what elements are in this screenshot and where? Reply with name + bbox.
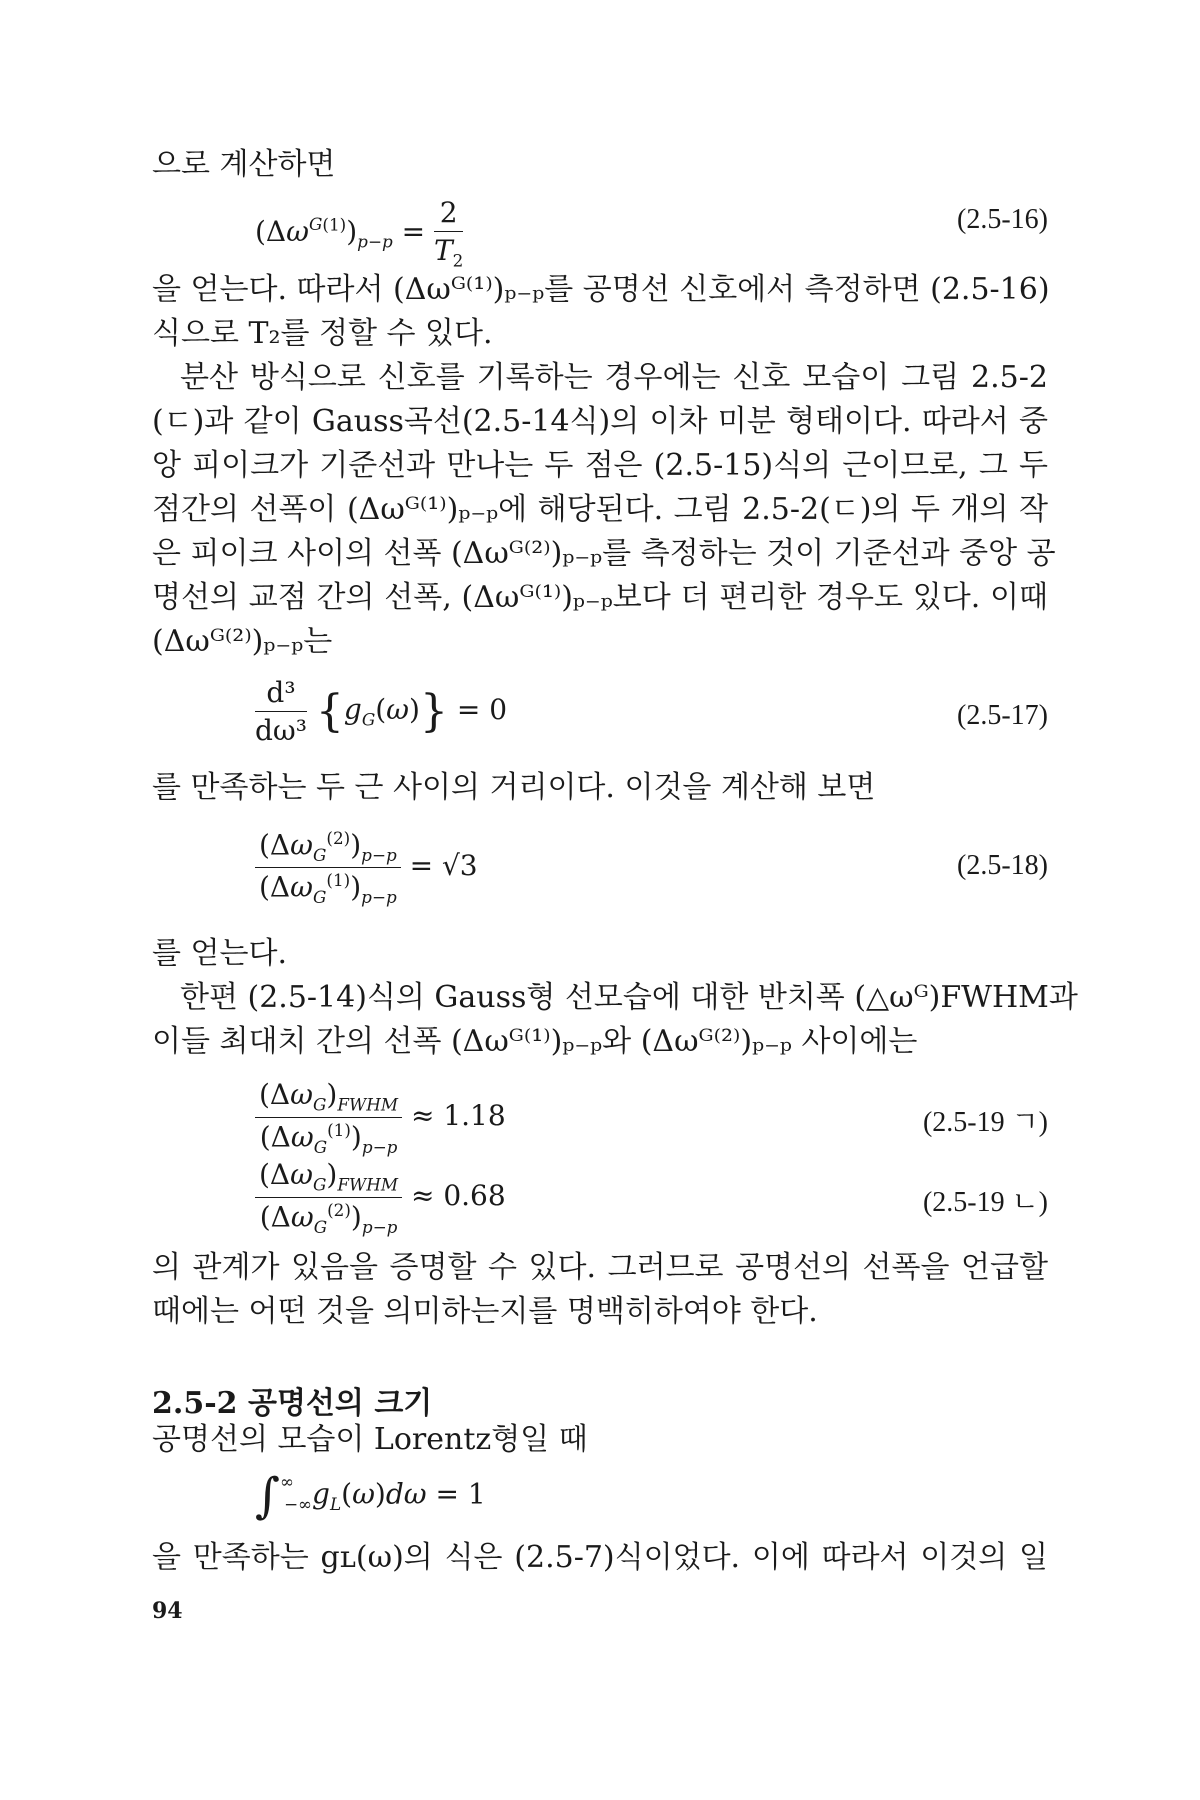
text-line: 앙 피이크가 기준선과 만나는 두 점은 (2.5-15)식의 근이므로, 그 두 (152, 448, 1048, 483)
fraction (434, 196, 463, 271)
text-line: 을 만족하는 gʟ(ω)의 식은 (2.5-7)식이었다. 이에 따라서 이것의 일 (152, 1540, 1048, 1575)
fraction (255, 1078, 402, 1157)
equation-rhs: ≈ 0.68 (410, 1178, 506, 1212)
equation-integral: $\int^\infty_{-\infty}g_L(\omega)d\omega = 1$ (255, 1468, 486, 1524)
fraction (255, 1158, 402, 1237)
equation-2-5-18 (255, 828, 478, 907)
page-number: 94 (152, 1598, 183, 1624)
section-heading: 2.5-2 공명선의 크기 (152, 1386, 433, 1421)
text-line: 한편 (2.5-14)식의 Gauss형 선모습에 대한 반치폭 (△ωᴳ)FWHM과 (180, 980, 1078, 1015)
equation-number: (2.5-17) (957, 700, 1048, 731)
equation-rhs: = 1 (435, 1477, 486, 1511)
equation-number: (2.5-18) (957, 850, 1048, 881)
numerator: $(\Delta\omega_G^{(2)})_{p-p}$ (255, 828, 401, 868)
equation-rhs: = √3 (409, 848, 478, 882)
text-line: 을 얻는다. 따라서 (Δωᴳ⁽¹⁾)ₚ₋ₚ를 공명선 신호에서 측정하면 (2.5-16) (152, 272, 1050, 307)
equation-number: (2.5-19 ㄴ) (922, 1187, 1048, 1218)
equation-number: (2.5-16) (957, 204, 1048, 235)
text-line: 은 피이크 사이의 선폭 (Δωᴳ⁽²⁾)ₚ₋ₚ를 측정하는 것이 기준선과 중앙 공 (152, 536, 1056, 571)
denominator: $(\Delta\omega_G^{(1)})_{p-p}$ (259, 1119, 398, 1157)
numerator: d³ (255, 676, 307, 712)
denominator: $(\Delta\omega_G^{(2)})_{p-p}$ (259, 1199, 398, 1237)
text-line: 의 관계가 있음을 증명할 수 있다. 그러므로 공명선의 선폭을 언급할 (152, 1250, 1048, 1285)
equation-2-5-19b (255, 1158, 506, 1237)
fraction (255, 828, 401, 907)
text-line: 이들 최대치 간의 선폭 (Δωᴳ⁽¹⁾)ₚ₋ₚ와 (Δωᴳ⁽²⁾)ₚ₋ₚ 사이에는 (152, 1024, 918, 1059)
numerator: $(\Delta\omega_G)_{FWHM}$ (255, 1158, 402, 1198)
denominator: $T_2$ (433, 234, 464, 271)
equation-rhs: ≈ 1.18 (410, 1098, 506, 1132)
text-line: 식으로 T₂를 정할 수 있다. (152, 316, 493, 351)
text-line: (Δωᴳ⁽²⁾)ₚ₋ₚ는 (152, 624, 333, 659)
equation-2-5-19a (255, 1078, 506, 1157)
fraction (255, 676, 307, 747)
text-line: 명선의 교점 간의 선폭, (Δωᴳ⁽¹⁾)ₚ₋ₚ보다 더 편리한 경우도 있다. 이때 (152, 580, 1048, 615)
denominator: $(\Delta\omega_G^{(1)})_{p-p}$ (259, 869, 397, 907)
text-line: 점간의 선폭이 (Δωᴳ⁽¹⁾)ₚ₋ₚ에 해당된다. 그림 2.5-2(ㄷ)의 두 개의 작 (152, 492, 1048, 527)
numerator: $(\Delta\omega_G)_{FWHM}$ (255, 1078, 402, 1118)
text-line: 공명선의 모습이 Lorentz형일 때 (152, 1422, 588, 1457)
equation-rhs: = 0 (456, 693, 508, 726)
text-line: 를 얻는다. (152, 936, 287, 971)
numerator: 2 (434, 196, 463, 232)
text-line: 으로 계산하면 (152, 147, 336, 182)
text-line: 때에는 어떤 것을 의미하는지를 명백히하여야 한다. (152, 1294, 818, 1329)
text-line: 분산 방식으로 신호를 기록하는 경우에는 신호 모습이 그림 2.5-2 (180, 360, 1048, 395)
denominator: dω³ (255, 714, 307, 747)
equation-2-5-16: $(\Delta\omega^{G(1)})_{p-p}$ = $\frac{2}{T_2}$ (255, 196, 464, 271)
equation-2-5-17: $\frac{\text{d³}}{\text{dω³}}$ $\{g_G(\omega)\} = 0$ (255, 676, 508, 747)
text-line: 를 만족하는 두 근 사이의 거리이다. 이것을 계산해 보면 (152, 770, 876, 805)
text-line: (ㄷ)과 같이 Gauss곡선(2.5-14식)의 이차 미분 형태이다. 따라서 중 (152, 404, 1048, 439)
equation-number: (2.5-19 ㄱ) (922, 1107, 1048, 1138)
